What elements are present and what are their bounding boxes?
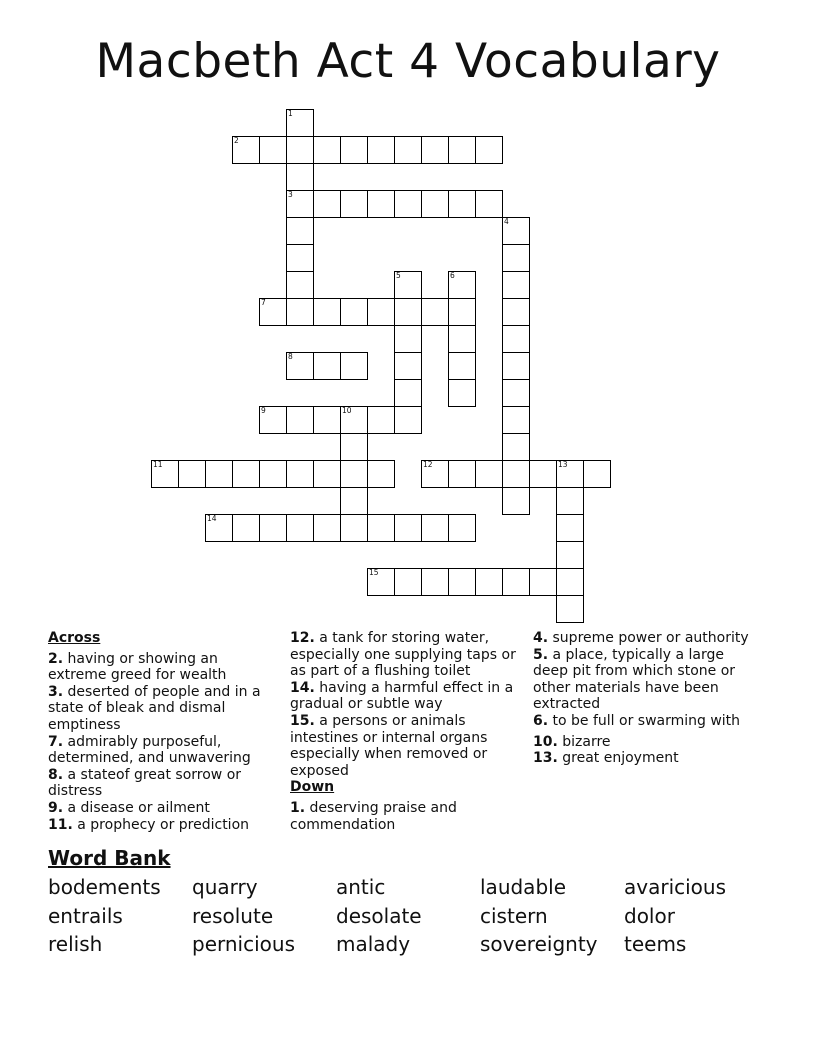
word-bank-word: laudable bbox=[480, 875, 566, 899]
word-bank-word: quarry bbox=[192, 875, 258, 899]
down-heading: Down bbox=[290, 779, 335, 796]
grid-cell[interactable] bbox=[502, 352, 530, 380]
word-bank-word: sovereignty bbox=[480, 932, 598, 956]
grid-cell[interactable] bbox=[367, 190, 395, 218]
word-bank-word: teems bbox=[624, 932, 687, 956]
grid-cell[interactable] bbox=[394, 190, 422, 218]
grid-cell[interactable] bbox=[259, 514, 287, 542]
grid-cell[interactable] bbox=[151, 460, 179, 488]
down-clue: 10. bizarre bbox=[533, 733, 611, 750]
grid-cell[interactable] bbox=[286, 136, 314, 164]
grid-cell[interactable] bbox=[448, 514, 476, 542]
grid-cell[interactable] bbox=[583, 460, 611, 488]
grid-cell[interactable] bbox=[286, 271, 314, 299]
across-clue: 8. a stateof great sorrow or distress bbox=[48, 766, 242, 800]
clue-number: 15 bbox=[369, 568, 379, 577]
grid-cell[interactable] bbox=[286, 109, 314, 137]
grid-cell[interactable] bbox=[556, 595, 584, 623]
grid-cell[interactable] bbox=[448, 136, 476, 164]
word-bank-word: desolate bbox=[336, 903, 422, 928]
word-bank bbox=[48, 874, 788, 960]
grid-cell[interactable] bbox=[502, 487, 530, 515]
across-clue: 9. a disease or ailment bbox=[48, 799, 210, 816]
grid-cell[interactable] bbox=[340, 433, 368, 461]
grid-cell[interactable] bbox=[286, 217, 314, 245]
grid-cell[interactable] bbox=[421, 190, 449, 218]
grid-cell[interactable] bbox=[205, 460, 233, 488]
across-clue: 3. deserted of people and in a state of bleak and dismal emptiness bbox=[48, 683, 261, 733]
grid-cell[interactable] bbox=[367, 406, 395, 434]
clue-number: 7 bbox=[261, 298, 266, 307]
grid-cell[interactable] bbox=[340, 514, 368, 542]
grid-cell[interactable] bbox=[502, 217, 530, 245]
grid-cell[interactable] bbox=[313, 190, 341, 218]
across-clue: 15. a persons or animals intestines or internal organs especially when removed or exposed bbox=[290, 712, 488, 779]
grid-cell[interactable] bbox=[259, 136, 287, 164]
grid-cell[interactable] bbox=[394, 514, 422, 542]
grid-cell[interactable] bbox=[421, 568, 449, 596]
grid-cell[interactable] bbox=[313, 460, 341, 488]
grid-cell[interactable] bbox=[286, 244, 314, 272]
grid-cell[interactable] bbox=[394, 406, 422, 434]
grid-cell[interactable] bbox=[448, 325, 476, 353]
grid-cell[interactable] bbox=[502, 406, 530, 434]
clue-number: 11 bbox=[153, 460, 163, 469]
grid-cell[interactable] bbox=[529, 460, 557, 488]
across-clue: 12. a tank for storing water, especially one supplying taps or as part of a flushing toilet bbox=[290, 630, 516, 680]
grid-cell[interactable] bbox=[448, 379, 476, 407]
grid-cell[interactable] bbox=[529, 568, 557, 596]
grid-cell[interactable] bbox=[178, 460, 206, 488]
word-bank-word: bodements bbox=[48, 875, 161, 899]
grid-cell[interactable] bbox=[313, 514, 341, 542]
grid-cell[interactable] bbox=[367, 514, 395, 542]
word-bank-row bbox=[48, 903, 788, 932]
grid-cell[interactable] bbox=[556, 487, 584, 515]
word-bank-word: dolor bbox=[624, 903, 675, 928]
clue-number: 3 bbox=[288, 190, 293, 199]
grid-cell[interactable] bbox=[340, 487, 368, 515]
grid-cell[interactable] bbox=[448, 271, 476, 299]
clues-column-3 bbox=[533, 630, 763, 767]
grid-cell[interactable] bbox=[232, 514, 260, 542]
clue-number: 9 bbox=[261, 406, 266, 415]
down-clue: 4. supreme power or authority bbox=[533, 630, 749, 646]
grid-cell[interactable] bbox=[556, 541, 584, 569]
grid-cell[interactable] bbox=[286, 514, 314, 542]
clue-number: 14 bbox=[207, 514, 217, 523]
across-clue: 2. having or showing an extreme greed for wealth bbox=[48, 650, 227, 684]
grid-cell[interactable] bbox=[367, 568, 395, 596]
clue-number: 12 bbox=[423, 460, 433, 469]
grid-cell[interactable] bbox=[502, 271, 530, 299]
grid-cell[interactable] bbox=[502, 244, 530, 272]
grid-cell[interactable] bbox=[205, 514, 233, 542]
grid-cell[interactable] bbox=[475, 460, 503, 488]
grid-cell[interactable] bbox=[286, 352, 314, 380]
grid-cell[interactable] bbox=[502, 433, 530, 461]
grid-cell[interactable] bbox=[556, 568, 584, 596]
across-heading: Across bbox=[48, 630, 101, 646]
grid-cell[interactable] bbox=[340, 352, 368, 380]
grid-cell[interactable] bbox=[286, 190, 314, 218]
grid-cell[interactable] bbox=[448, 568, 476, 596]
grid-cell[interactable] bbox=[340, 406, 368, 434]
down-clue: 1. deserving praise and commendation bbox=[290, 799, 457, 833]
grid-cell[interactable] bbox=[394, 379, 422, 407]
grid-cell[interactable] bbox=[367, 298, 395, 326]
grid-cell[interactable] bbox=[394, 271, 422, 299]
word-bank-word: malady bbox=[336, 932, 411, 956]
grid-cell[interactable] bbox=[556, 514, 584, 542]
down-clue: 5. a place, typically a large deep pit from which stone or other materials have been extracted bbox=[533, 646, 736, 713]
word-bank-word: pernicious bbox=[192, 932, 295, 956]
grid-cell[interactable] bbox=[340, 460, 368, 488]
down-clue: 6. to be full or swarming with bbox=[533, 712, 741, 729]
grid-cell[interactable] bbox=[394, 298, 422, 326]
grid-cell[interactable] bbox=[475, 568, 503, 596]
grid-cell[interactable] bbox=[313, 406, 341, 434]
clue-number: 1 bbox=[288, 109, 293, 118]
grid-cell[interactable] bbox=[502, 379, 530, 407]
grid-cell[interactable] bbox=[313, 352, 341, 380]
grid-cell[interactable] bbox=[421, 136, 449, 164]
clues-column-2 bbox=[290, 630, 526, 833]
grid-cell[interactable] bbox=[502, 325, 530, 353]
grid-cell[interactable] bbox=[286, 460, 314, 488]
grid-cell[interactable] bbox=[448, 190, 476, 218]
clue-number: 2 bbox=[234, 136, 239, 145]
word-bank-word: relish bbox=[48, 932, 103, 956]
word-bank-word: entrails bbox=[48, 903, 123, 928]
grid-cell[interactable] bbox=[502, 460, 530, 488]
grid-cell[interactable] bbox=[286, 298, 314, 326]
grid-cell[interactable] bbox=[448, 352, 476, 380]
grid-cell[interactable] bbox=[421, 514, 449, 542]
grid-cell[interactable] bbox=[421, 298, 449, 326]
across-clue: 7. admirably purposeful, determined, and unwavering bbox=[48, 733, 251, 767]
grid-cell[interactable] bbox=[259, 298, 287, 326]
grid-cell[interactable] bbox=[259, 406, 287, 434]
clues-column-1 bbox=[48, 630, 278, 833]
grid-cell[interactable] bbox=[475, 190, 503, 218]
down-clue: 13. great enjoyment bbox=[533, 750, 679, 767]
word-bank-word: cistern bbox=[480, 903, 548, 928]
clue-number: 13 bbox=[558, 460, 568, 469]
grid-cell[interactable] bbox=[394, 568, 422, 596]
grid-cell[interactable] bbox=[340, 190, 368, 218]
clue-number: 5 bbox=[396, 271, 401, 280]
page-title: Macbeth Act 4 Vocabulary bbox=[95, 34, 721, 89]
across-clue: 14. having a harmful effect in a gradual or subtle way bbox=[290, 679, 514, 713]
grid-cell[interactable] bbox=[232, 136, 260, 164]
clue-number: 8 bbox=[288, 352, 293, 361]
grid-cell[interactable] bbox=[313, 298, 341, 326]
grid-cell[interactable] bbox=[313, 136, 341, 164]
clue-number: 6 bbox=[450, 271, 455, 280]
grid-cell[interactable] bbox=[340, 136, 368, 164]
grid-cell[interactable] bbox=[232, 460, 260, 488]
clue-number: 10 bbox=[342, 406, 352, 415]
word-bank-word: resolute bbox=[192, 903, 274, 928]
grid-cell[interactable] bbox=[367, 460, 395, 488]
across-clue: 11. a prophecy or prediction bbox=[48, 816, 250, 833]
grid-cell[interactable] bbox=[286, 163, 314, 191]
word-bank-row bbox=[48, 874, 788, 903]
grid-cell[interactable] bbox=[421, 460, 449, 488]
grid-cell[interactable] bbox=[394, 325, 422, 353]
grid-cell[interactable] bbox=[286, 406, 314, 434]
grid-cell[interactable] bbox=[394, 136, 422, 164]
grid-cell[interactable] bbox=[448, 460, 476, 488]
grid-cell[interactable] bbox=[502, 568, 530, 596]
grid-cell[interactable] bbox=[259, 460, 287, 488]
grid-cell[interactable] bbox=[367, 136, 395, 164]
grid-cell[interactable] bbox=[502, 298, 530, 326]
grid-cell[interactable] bbox=[394, 352, 422, 380]
word-bank-title: Word Bank bbox=[48, 846, 171, 870]
word-bank-word: antic bbox=[336, 875, 386, 899]
grid-cell[interactable] bbox=[475, 136, 503, 164]
grid-cell[interactable] bbox=[340, 298, 368, 326]
grid-cell[interactable] bbox=[556, 460, 584, 488]
word-bank-row bbox=[48, 931, 788, 960]
grid-cell[interactable] bbox=[448, 298, 476, 326]
clue-number: 4 bbox=[504, 217, 509, 226]
word-bank-word: avaricious bbox=[624, 875, 727, 899]
